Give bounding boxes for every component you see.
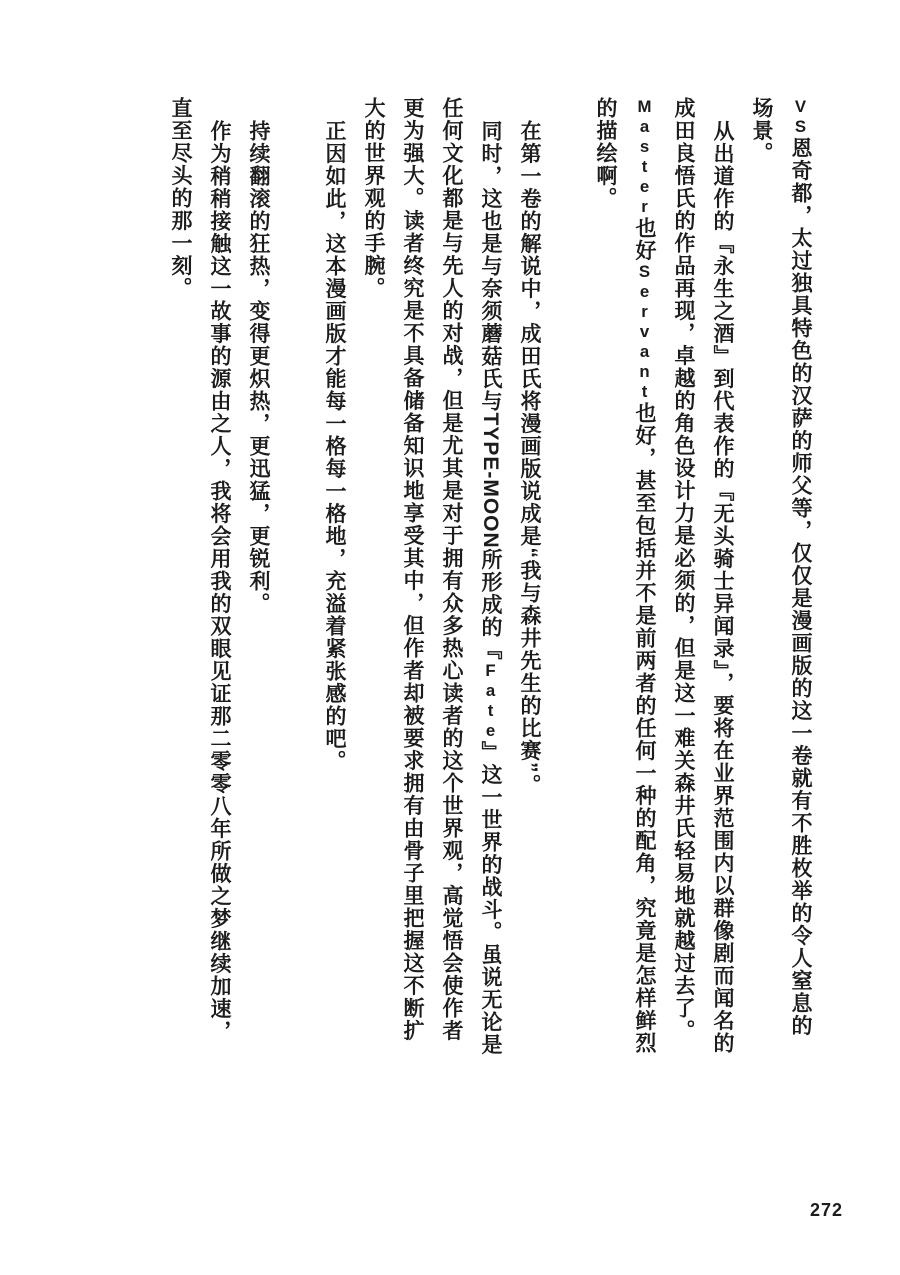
latin-run: Master bbox=[635, 97, 654, 217]
paragraph-group bbox=[586, 97, 820, 1057]
latin-run: Servant bbox=[635, 262, 654, 402]
paragraph-group bbox=[315, 97, 549, 1057]
afterword-text bbox=[161, 97, 820, 1057]
latin-run: VS bbox=[791, 97, 810, 137]
paragraph: VS恩奇都，太过独具特色的汉萨的师父等，仅仅是漫画版的这一卷就有不胜枚举的令人窒息的场景。 bbox=[750, 97, 812, 1037]
paragraph: 作为稍稍接触这一故事的源由之人，我将会用我的双眼见证那二零零八年所做之梦继续加速，直至尽头的那一刻。 bbox=[169, 97, 231, 1042]
paragraph: 在第一卷的解说中，成田氏将漫画版说成是“我与森井先生的比赛”。 bbox=[518, 119, 541, 796]
latin-run: Fate bbox=[481, 660, 500, 741]
paragraph: 正因如此，这本漫画版才能每一格每一格地，充溢着紧张感的吧。 bbox=[323, 119, 346, 772]
paragraph: 从出道作的『永生之酒』到代表作的『无头骑士异闻录』，要将在业界范围内以群像剧而闻名的成田良悟氏的作品再现，卓越的角色设计力是必须的，但是这一难关森井氏轻易地就越过去了。Master也好Servant也好，甚至包括并不是前两者的任何一种的配角，究竟是怎样鲜烈的描绘啊。 bbox=[594, 97, 734, 1055]
paragraph-group bbox=[161, 97, 278, 1057]
page-number: 272 bbox=[810, 1200, 844, 1220]
latin-run: TYPE-MOON bbox=[479, 412, 502, 549]
paragraph: 同时，这也是与奈须蘑菇氏与TYPE-MOON所形成的『Fate』这一世界的战斗。虽说无论是任何文化都是与先人的对战，但是尤其是对于拥有众多热心读者的这个世界观，高觉悟会使作者更为强大。读者终究是不具备储备知识地享受其中，但作者却被要求拥有由骨子里把握这不断扩大的世界观的手腕。 bbox=[362, 97, 502, 1056]
paragraph: 持续翻滚的狂热，变得更炽热，更迅猛，更锐利。 bbox=[247, 119, 270, 615]
